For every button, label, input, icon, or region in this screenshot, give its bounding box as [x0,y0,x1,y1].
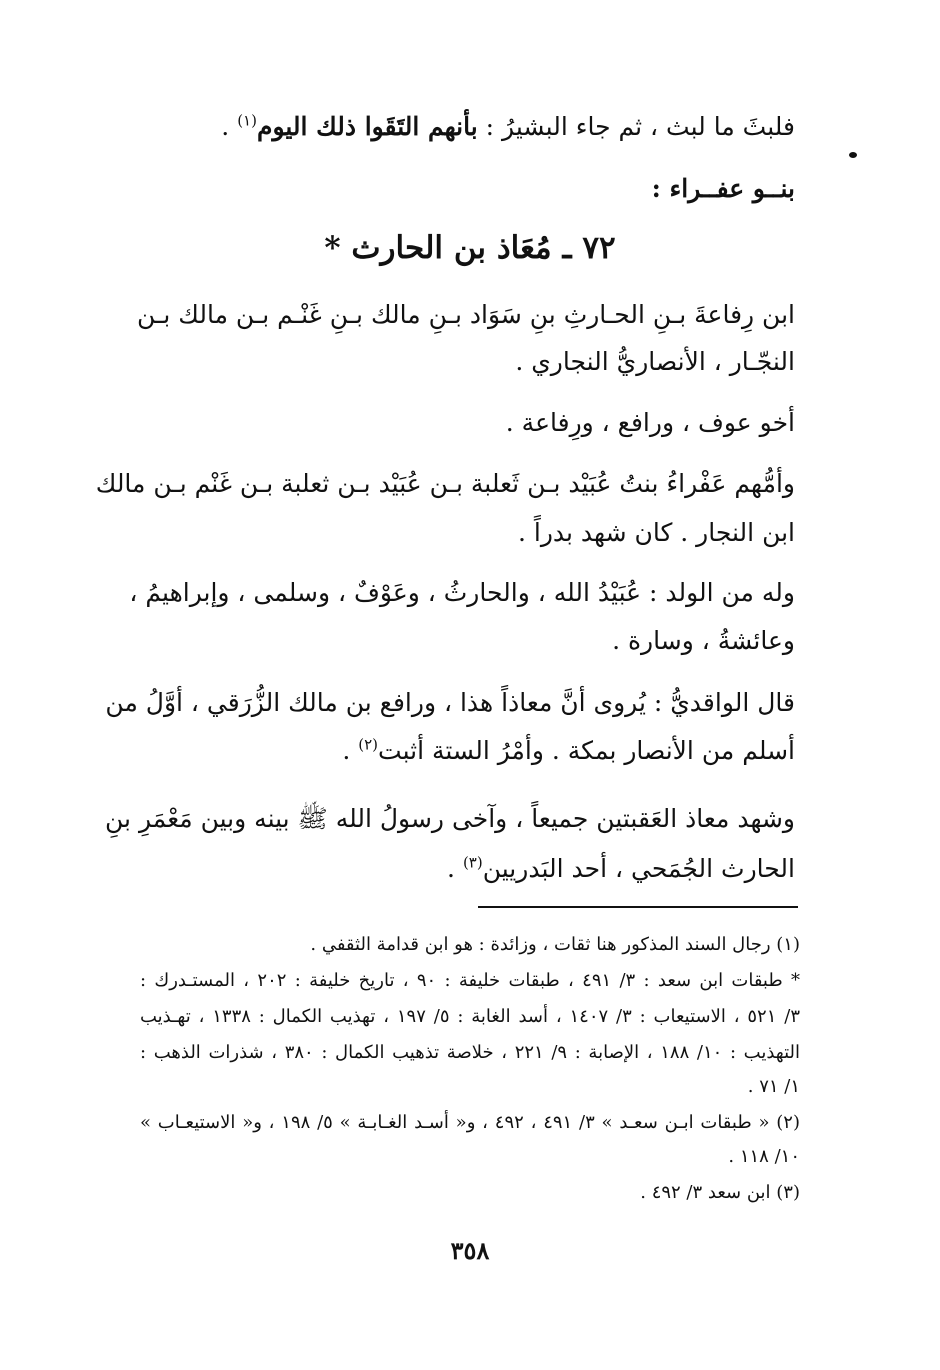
sources-line-1: * طبقات ابن سعد : ٣/ ٤٩١ ، طبقات خليفة : ٩٠ ، تاريخ خليفة : ٢٠٢ ، المستـدرك : [140,970,800,991]
p6-line-2-text: الحارث الجُمَحي ، أحد البَدريين [482,854,795,883]
p4-line-2: وعائشةُ ، وسارة . [612,626,795,655]
p3-line-2: ابن النجار . كان شهد بدراً . [517,518,795,547]
p6-line-2 [447,852,795,886]
sources-line-2: ٣/ ٥٢١ ، الاستيعاب : ٣/ ١٤٠٧ ، أسد الغابة : ٥/ ١٩٧ ، تهذيب الكمال : ١٣٣٨ ، تهـذيب [140,1006,800,1027]
p2-line-1: أخو عوف ، ورافع ، ورِفاعة . [505,408,795,437]
p3-line-1: وأمُّهم عَفْراءُ بنتُ عُبَيْد بـن ثَعلبة بـن عُبَيْد بـن ثعلبة بـن غَنْم بـن مالك [95,469,795,498]
sources-line-4: ١/ ٧١ . [747,1076,800,1097]
p5-line-1: قال الواقديُّ : يُروى أنَّ معاذاً هذا ، ورافع بن مالك الزُّرَقي ، أوَّلُ من [105,688,795,717]
footnote-ref-3: (٣) [462,853,483,872]
sources-line-3: التهذيب : ١٠/ ١٨٨ ، الإصابة : ٩/ ٢٢١ ، خلاصة تذهيب الكمال : ٣٨٠ ، شذرات الذهب : [140,1042,801,1063]
body-line-1-end: . [221,112,238,141]
tribe-heading: بنــو عفــراء : [651,174,795,203]
p4-line-1: وله من الولد : عُبَيْدُ الله ، والحارثُ ، وعَوْفٌ ، وسلمى ، وإبراهيمُ ، [129,578,795,607]
footnote-ref-1: (١) [237,111,257,130]
page-number: ٣٥٨ [450,1236,490,1265]
footnote-3: (٣) ابن سعد ٣/ ٤٩٢ . [640,1182,800,1203]
body-line-1-text: فلبثَ ما لبث ، ثم جاء البشيرُ : [477,112,795,141]
p5-line-2 [342,734,795,768]
body-line-1-bold: بأنهم التَقَوا ذلك اليوم [256,112,478,141]
p5-line-2-end: . [342,736,359,765]
footnote-1: (١) رجال السند المذكور هنا ثقات ، وزائدة : هو ابن قدامة الثقفي . [310,934,800,955]
footnote-separator [478,906,798,908]
p6-line-2-end: . [447,854,463,883]
p5-line-2-text: أسلم من الأنصار بمكة . وأمْرُ الستة أثبت [378,736,795,765]
body-line-1 [221,110,795,144]
entry-title: ٧٢ ـ مُعَاذ بن الحارث * [324,230,616,266]
p6-line-1: وشهد معاذ العَقبتين جميعاً ، وآخى رسولُ الله ﷺ بينه وبين مَعْمَرِ بنِ [105,804,795,833]
p1-line-1: ابن رِفاعةَ بـنِ الحـارثِ بنِ سَوَاد بـنِ مالك بـنِ غَنْـم بـن مالك بـن [137,300,795,329]
margin-mark [849,152,857,158]
footnote-ref-2: (٢) [358,735,379,754]
p1-line-2: النجّـار ، الأنصاريُّ النجاري . [515,347,795,376]
footnote-2-line-2: ١٠/ ١١٨ . [728,1146,800,1167]
footnote-2-line-1: (٢) « طبقات ابـن سعـد » ٣/ ٤٩١ ، ٤٩٢ ، و« أسـد الغـابـة » ٥/ ١٩٨ ، و« الاستيعـاب » [140,1112,800,1133]
